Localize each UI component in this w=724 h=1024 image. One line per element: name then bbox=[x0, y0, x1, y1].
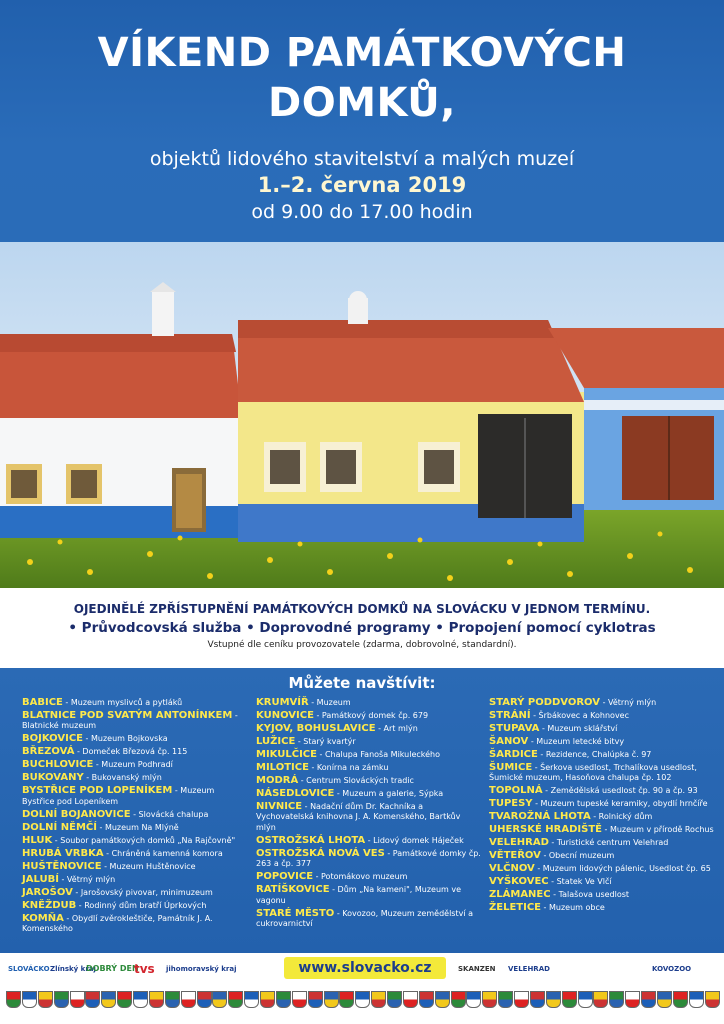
crest-icon bbox=[705, 991, 720, 1008]
place-item bbox=[22, 901, 247, 911]
place-name: BABICE bbox=[22, 697, 63, 708]
place-name: MIKULČICE bbox=[256, 749, 317, 760]
place-item bbox=[22, 810, 247, 820]
place-item bbox=[256, 789, 481, 799]
place-item bbox=[489, 763, 719, 784]
place-item bbox=[489, 698, 719, 708]
crest-icon bbox=[6, 991, 21, 1008]
place-description: - Šrbákovec a Kohnovec bbox=[530, 711, 629, 720]
place-description: - Chalupa Fanoša Mikuleckého bbox=[316, 750, 441, 759]
place-item bbox=[489, 724, 719, 734]
crest-icon bbox=[324, 991, 339, 1008]
crest-icon bbox=[482, 991, 497, 1008]
place-description: - Bukovanský mlýn bbox=[83, 773, 162, 783]
place-name: HUŠTĚNOVICE bbox=[22, 860, 102, 872]
place-name: ŠANOV bbox=[489, 736, 529, 747]
place-item bbox=[489, 711, 719, 721]
crest-icon bbox=[85, 991, 100, 1008]
place-name: STRÁNÍ bbox=[489, 710, 531, 721]
place-description: - Muzeum v přírodě Rochus bbox=[601, 825, 714, 835]
place-item bbox=[489, 750, 719, 760]
band-bullets: • Průvodcovská služba • Doprovodné programy • Propojení pomocí cyklotras bbox=[68, 620, 656, 636]
crest-icon bbox=[562, 991, 577, 1008]
crest-icon bbox=[54, 991, 69, 1008]
place-description: - Rodinný dům bratří Úprkových bbox=[76, 900, 207, 910]
crest-icon bbox=[212, 991, 227, 1008]
place-name: BYSTŘICE POD LOPENÍKEM bbox=[22, 785, 173, 797]
place-item bbox=[256, 750, 481, 760]
crest-icon bbox=[387, 991, 402, 1008]
crest-icon bbox=[641, 991, 656, 1008]
place-name: KYJOV, BOHUSLAVICE bbox=[256, 723, 376, 734]
subtitle: objektů lidového stavitelství a malých muzeí bbox=[149, 148, 575, 170]
admission-note: Vstupné dle ceníku provozovatele (zdarma, dobrovolné, standardní). bbox=[207, 640, 517, 650]
place-description: - Muzeum Huštěnovice bbox=[101, 861, 196, 871]
place-name: JAROŠOV bbox=[22, 886, 73, 898]
crest-icon bbox=[498, 991, 513, 1008]
crest-icon bbox=[530, 991, 545, 1008]
place-description: - Art mlýn bbox=[375, 724, 418, 733]
place-name: DOLNÍ NĚMČÍ bbox=[22, 821, 97, 833]
place-name: HRUBÁ VRBKA bbox=[22, 847, 104, 859]
place-name: BUKOVANY bbox=[22, 772, 84, 784]
crest-icon bbox=[244, 991, 259, 1008]
place-item bbox=[489, 825, 719, 835]
place-name: VELEHRAD bbox=[489, 837, 549, 849]
place-name: POPOVICE bbox=[256, 871, 314, 883]
place-item bbox=[489, 799, 719, 809]
place-name: OSTROŽSKÁ LHOTA bbox=[256, 834, 366, 846]
place-name: TUPESY bbox=[489, 798, 533, 810]
place-description: - Muzeum myslivců a pytláků bbox=[62, 698, 183, 707]
place-name: BOJKOVICE bbox=[22, 733, 84, 745]
place-item bbox=[22, 711, 247, 732]
logo-jihomoravsky-kraj: jihomoravský kraj bbox=[166, 965, 237, 973]
place-item bbox=[22, 862, 247, 872]
crest-icon bbox=[165, 991, 180, 1008]
crest-icon bbox=[609, 991, 624, 1008]
place-description: - Muzeum Na Mlýně bbox=[96, 822, 179, 832]
header-banner bbox=[0, 0, 724, 242]
place-item bbox=[489, 851, 719, 861]
place-item bbox=[256, 724, 481, 734]
crest-icon bbox=[22, 991, 37, 1008]
place-name: KUNOVICE bbox=[256, 710, 314, 721]
place-name: UHERSKÉ HRADIŠTĚ bbox=[489, 824, 602, 836]
place-description: - Soubor památkových domků „Na Rajčovně" bbox=[52, 835, 236, 845]
place-name: KOMŇA bbox=[22, 912, 64, 924]
place-description: - Zemědělská usedlost čp. 90 a čp. 93 bbox=[542, 786, 698, 796]
place-item bbox=[256, 872, 481, 882]
places-heading: Můžete navštívit: bbox=[288, 674, 436, 692]
place-name: BŘEZOVÁ bbox=[22, 746, 75, 758]
place-item bbox=[489, 877, 719, 887]
opening-hours: od 9.00 do 17.00 hodin bbox=[251, 201, 473, 223]
place-item bbox=[489, 864, 719, 874]
place-description: - Památkový domek čp. 679 bbox=[313, 711, 429, 720]
place-description: - Potomákovo muzeum bbox=[313, 872, 408, 882]
place-item bbox=[22, 773, 247, 783]
place-description: - Muzeum obce bbox=[541, 903, 605, 913]
place-description: - Muzeum Podhradí bbox=[93, 760, 173, 770]
title-line-2: DOMKŮ, bbox=[268, 80, 456, 126]
place-item bbox=[489, 786, 719, 796]
title-line-1: VÍKEND PAMÁTKOVÝCH bbox=[97, 30, 627, 76]
place-name: KRUMVÍŘ bbox=[256, 697, 309, 708]
crest-icon bbox=[276, 991, 291, 1008]
place-name: OSTROŽSKÁ NOVÁ VES bbox=[256, 847, 385, 859]
place-name: ŽELETICE bbox=[489, 902, 541, 914]
crest-icon bbox=[689, 991, 704, 1008]
place-description: - Větrný mlýn bbox=[58, 874, 116, 884]
place-description: - Konírna na zámku bbox=[308, 763, 389, 772]
place-name: BLATNICE POD SVATÝM ANTONÍNKEM bbox=[22, 710, 233, 721]
place-description: - Muzeum tupeské keramiky, obydlí hrnčíře bbox=[532, 799, 708, 809]
logo-skanzen: SKANZEN bbox=[458, 965, 496, 973]
crest-icon bbox=[38, 991, 53, 1008]
crest-icon bbox=[101, 991, 116, 1008]
place-description: - Muzeum lidových pálenic, Usedlost čp. 65 bbox=[534, 864, 711, 874]
place-description: - Turistické centrum Velehrad bbox=[548, 838, 669, 848]
crest-icon bbox=[435, 991, 450, 1008]
logo-tvs: tvs bbox=[134, 962, 155, 976]
crest-icon bbox=[593, 991, 608, 1008]
place-item bbox=[489, 737, 719, 747]
crest-icon bbox=[514, 991, 529, 1008]
place-name: VYŠKOVEC bbox=[489, 876, 549, 888]
place-item bbox=[22, 747, 247, 757]
crest-icon bbox=[371, 991, 386, 1008]
crest-icon bbox=[403, 991, 418, 1008]
footer bbox=[0, 953, 724, 1024]
place-description: - Muzeum Bojkovska bbox=[83, 734, 168, 744]
place-description: - Větrný mlýn bbox=[600, 698, 657, 707]
crest-icon bbox=[149, 991, 164, 1008]
place-item bbox=[22, 698, 247, 708]
logo-dobry-den: DOBRÝ DEN bbox=[86, 964, 139, 973]
place-name: DOLNÍ BOJANOVICE bbox=[22, 808, 131, 820]
band-headline: OJEDINĚLÉ ZPŘÍSTUPNĚNÍ PAMÁTKOVÝCH DOMKŮ NA SLOVÁCKU V JEDNOM TERMÍNU. bbox=[73, 602, 651, 616]
place-description: - Obecní muzeum bbox=[540, 851, 615, 861]
place-description: - Obydlí zvěrokleštiče, Památník J. A. Komenského bbox=[22, 913, 213, 934]
place-description: - Památkové domky čp. 263 a čp. 377 bbox=[256, 848, 481, 869]
place-name: TVAROŽNÁ LHOTA bbox=[489, 811, 591, 823]
place-description: - Muzeum a galerie, Sýpka bbox=[334, 789, 444, 798]
place-name: NIVNICE bbox=[256, 801, 303, 812]
crest-icon bbox=[578, 991, 593, 1008]
place-name: STARÉ MĚSTO bbox=[256, 907, 335, 919]
place-item bbox=[256, 711, 481, 721]
crest-icon bbox=[117, 991, 132, 1008]
places-column-1 bbox=[22, 698, 247, 937]
place-name: BUCHLOVICE bbox=[22, 759, 94, 771]
place-item bbox=[256, 737, 481, 747]
place-item bbox=[256, 802, 481, 833]
place-name: ZLÁMANEC bbox=[489, 889, 551, 901]
folk-houses-photo bbox=[0, 242, 724, 588]
crest-icon bbox=[292, 991, 307, 1008]
place-name: VLČNOV bbox=[489, 863, 535, 875]
place-description: - Starý kvartýr bbox=[295, 737, 356, 746]
place-name: STARÝ PODDVOROV bbox=[489, 697, 601, 708]
crest-icon bbox=[197, 991, 212, 1008]
crest-icon bbox=[228, 991, 243, 1008]
place-name: NÁSEDLOVICE bbox=[256, 788, 335, 799]
place-name: JALUBÍ bbox=[22, 873, 59, 885]
place-description: - Statek Ve Vlčí bbox=[548, 877, 612, 887]
places-column-2 bbox=[256, 698, 481, 932]
place-item bbox=[256, 836, 481, 846]
place-item bbox=[22, 760, 247, 770]
crest-icon bbox=[546, 991, 561, 1008]
place-item bbox=[256, 776, 481, 786]
place-description: - Domeček Březová čp. 115 bbox=[74, 747, 188, 757]
place-item bbox=[256, 849, 481, 870]
place-description: - Muzeum bbox=[308, 698, 351, 707]
place-description: - Šerkova usedlost, Trchalíkova usedlost, Šumické muzeum, Hasoňova chalupa čp. 102 bbox=[489, 763, 697, 783]
crest-icon bbox=[339, 991, 354, 1008]
place-name: VĚTEŘOV bbox=[489, 850, 541, 862]
place-item bbox=[489, 890, 719, 900]
place-item bbox=[256, 885, 481, 906]
place-item bbox=[489, 812, 719, 822]
crest-icon bbox=[419, 991, 434, 1008]
crest-icon bbox=[133, 991, 148, 1008]
place-description: - Blatnické muzeum bbox=[22, 711, 238, 731]
logo-zlinsky-kraj: Zlínský kraj bbox=[50, 965, 96, 973]
info-band bbox=[0, 588, 724, 668]
place-name: ŠUMICE bbox=[489, 762, 533, 773]
place-name: ŠARDICE bbox=[489, 749, 538, 760]
place-name: TOPOLNÁ bbox=[489, 785, 543, 797]
place-description: - Lidový domek Háječek bbox=[365, 835, 464, 845]
place-item bbox=[256, 909, 481, 930]
place-description: - Kovozoo, Muzeum zemědělství a cukrovarnictví bbox=[256, 908, 473, 929]
logo-slovacko: SLOVÁCKO bbox=[8, 965, 50, 973]
place-name: MILOTICE bbox=[256, 762, 309, 773]
place-name: RATÍŠKOVICE bbox=[256, 884, 330, 896]
place-item bbox=[22, 914, 247, 935]
place-description: - Chráněná kamenná komora bbox=[103, 848, 223, 858]
place-name: HLUK bbox=[22, 834, 53, 846]
place-name: KNĚŽDUB bbox=[22, 899, 77, 911]
crest-icon bbox=[451, 991, 466, 1008]
event-date: 1.–2. června 2019 bbox=[257, 173, 467, 197]
place-item bbox=[22, 875, 247, 885]
place-item bbox=[22, 786, 247, 807]
place-description: - Centrum Slováckých tradic bbox=[298, 776, 414, 785]
place-description: - Muzeum sklářství bbox=[539, 724, 618, 733]
crest-icon bbox=[657, 991, 672, 1008]
place-item bbox=[22, 888, 247, 898]
crest-icon bbox=[466, 991, 481, 1008]
place-name: STUPAVA bbox=[489, 723, 540, 734]
places-list bbox=[0, 668, 724, 953]
crest-icon bbox=[673, 991, 688, 1008]
place-item bbox=[489, 838, 719, 848]
places-column-3 bbox=[489, 698, 719, 916]
logo-kovozoo: KOVOZOO bbox=[652, 965, 692, 973]
place-name: LUŽICE bbox=[256, 736, 296, 747]
place-item bbox=[22, 734, 247, 744]
place-description: - Rezidence, Chalúpka č. 97 bbox=[537, 750, 652, 759]
crest-icon bbox=[625, 991, 640, 1008]
place-item bbox=[256, 763, 481, 773]
website-link[interactable]: www.slovacko.cz bbox=[284, 957, 446, 979]
place-item bbox=[22, 823, 247, 833]
place-description: - Muzeum Bystřice pod Lopeníkem bbox=[22, 786, 215, 806]
place-item bbox=[489, 903, 719, 913]
place-description: - Nadační dům Dr. Kachníka a Vychovatelská knihovna J. A. Komenského, Bartkův mlýn bbox=[256, 802, 461, 832]
place-item bbox=[22, 849, 247, 859]
place-description: - Rolnický dům bbox=[590, 812, 653, 822]
place-description: - Talašova usedlost bbox=[550, 890, 630, 900]
place-item bbox=[22, 836, 247, 846]
municipality-crests bbox=[6, 991, 720, 1019]
crest-icon bbox=[260, 991, 275, 1008]
place-description: - Muzeum letecké bitvy bbox=[528, 737, 625, 746]
place-description: - Dům „Na kameni", Muzeum ve vagonu bbox=[256, 885, 462, 905]
place-item bbox=[256, 698, 481, 708]
logo-velehrad: VELEHRAD bbox=[508, 965, 550, 973]
crest-icon bbox=[308, 991, 323, 1008]
crest-icon bbox=[181, 991, 196, 1008]
place-description: - Slovácká chalupa bbox=[130, 809, 209, 819]
place-description: - Jarošovský pivovar, minimuzeum bbox=[72, 887, 213, 897]
place-name: MODRÁ bbox=[256, 775, 299, 786]
crest-icon bbox=[355, 991, 370, 1008]
crest-icon bbox=[70, 991, 85, 1008]
